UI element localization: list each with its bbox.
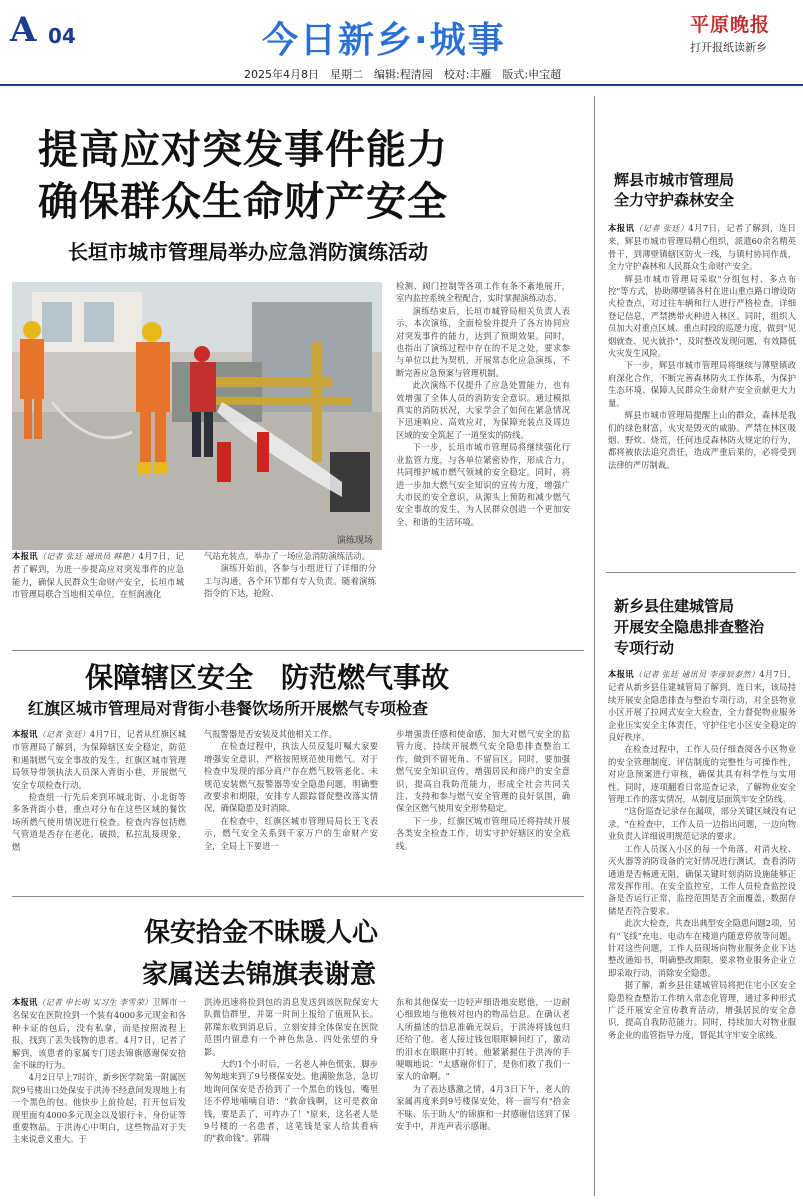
- header-rule: [0, 84, 803, 86]
- sidebar2-p2: 在检查过程中，工作人员仔细查阅各小区物业的安全管理制度、评估制度的完整性与可操作性，对应急预案进行审核，确保其具有科学性与实用性。同时，逐项翻看日常巡查记录，了解物业安全管理工作的落实情况，从制度层面筑牢安全防线。: [608, 744, 796, 805]
- byline-lead: 本报讯: [12, 997, 38, 1007]
- article2-col1-text: 4月7日，记者从红旗区城市管理局了解到，为保障辖区安全稳定，防范和遏制燃气安全事故的发生，红旗区城市管理局领导带领执法人员深入背街小巷，开展燃气安全专项检查行动。: [12, 729, 186, 790]
- section-letter: A: [10, 10, 35, 50]
- divider: [12, 650, 584, 651]
- divider: [606, 572, 796, 573]
- sidebar1-p1: 4月7日，记者了解到，连日来，辉县市城市管理局精心组织，派遣60余名精英骨干，到薄壁镇辖区防火一线，与镇村协同作战，全力守护森林和人民群众生命财产安全。: [608, 223, 796, 272]
- sidebar1-body: [608, 222, 796, 552]
- article2-col3: [396, 728, 570, 892]
- article1-col3-p2: 演练结束后，长垣市城管局相关负责人表示，本次演练，全面检验并提升了各方协同应对突发事件的能力，达到了预期效果。同时，也指出了演练过程中存在的不足之处，要求参与单位以此为契机，开展常态化应急演练，不断完善应急预案与管理机制。: [396, 305, 570, 378]
- sidebar2-body: [608, 668, 796, 1196]
- page-number: 04: [48, 24, 76, 48]
- byline-reporter: （记者 张廷）: [634, 224, 689, 233]
- article1-subheadline: 长垣市城市管理局举办应急消防演练活动: [68, 240, 428, 264]
- sidebar1-headline-1: 辉县市城市管理局: [614, 171, 735, 189]
- byline-lead: 本报讯: [608, 223, 635, 233]
- article3-col2: [204, 996, 378, 1196]
- article2-col2-p1: 气报警器是否安装及其他相关工作。: [204, 729, 337, 739]
- sidebar1-p3: 下一步，辉县市城市管理局将继续与薄壁镇政府深化合作，不断完善森林防火工作体系，为保护生态环境、保障人民群众生命财产安全贡献更大力量。: [608, 360, 796, 408]
- article2-col1: [12, 728, 186, 892]
- article2-col3-p2: 下一步，红旗区城市管理局还将持续开展各类安全检查工作，切实守护好辖区的安全底线。: [396, 815, 570, 851]
- article1-col3: [396, 280, 570, 646]
- byline-reporter: （记者 张廷 通讯员 李彦辰泰然）: [633, 670, 760, 679]
- sidebar2-p3: "这份巡查记录存在漏项，部分关键区域没有记录。"在检查中，工作人员一边指出问题，一边向物业负责人详细说明规范记录的要求。: [608, 806, 796, 842]
- column-separator: [594, 96, 595, 1196]
- article3-col3-p2: 为了表达感激之情，4月3日下午，老人的家属再度来到9号楼保安处，将一面写有"拾金不昧、乐于助人"的锦旗和一封感谢信送到了保安手中，并连声表示感谢。: [396, 1083, 570, 1132]
- article2-col3-p1: 步增强责任感和使命感，加大对燃气安全的监管力度，持续开展燃气安全隐患排查整治工作，做到不留死角、不留盲区。同时，要加强燃气安全知识宣传，增强居民和商户的安全意识，提高自我防范能力，形成全社会共同关注、支持和参与燃气安全管理的良好氛围，确保全区燃气使用安全形势稳定。: [396, 729, 570, 814]
- article3-col3: [396, 996, 570, 1196]
- article3-col1-p2: 4月2日早上7时许，新乡医学院第一附属医院9号楼出口处保安于洪涛不经意间发现地上有一个黑色的包。他快步上前捡起，打开包后发现里面有4000多元现金以及银行卡、身份证等重要物品。于洪涛心中明白，这些物品对于失主来说意义重大。于: [12, 1072, 186, 1145]
- divider: [12, 896, 584, 897]
- article1-col1-text: 4月7日，记者了解到，为进一步提高应对突发事件的应急能力，确保人民群众生命财产安全，长垣市城市管理局联合当地相关单位，在恒润液化: [12, 551, 184, 600]
- article1-col3-p3: 此次演练不仅提升了应急处置能力，也有效增强了全体人员的消防安全意识。通过模拟真实的消防状况，大家学会了如何在紧急情况下迅速响应、高效应对，为保障充装点及周边区域的安全筑起了一道坚实的防线。: [396, 380, 570, 440]
- article3-col2-p1: 洪涛迅速将捡到包的消息发送到该医院保安大队微信群里，并第一时间上报给了值班队长。郭瑞东收到消息后，立刻安排全体保安在医院范围内留意有一个神色焦急、四处张望的身影。: [204, 997, 378, 1057]
- article1-col2-p1: 气站充装点，举办了一场应急消防演练活动。: [204, 551, 370, 561]
- article2-col2-p3: 在检查中，红旗区城市管理局局长王飞表示，燃气安全关系到千家万户的生命财产安全，全局上下要进一: [204, 815, 378, 851]
- sidebar1-p4: 辉县市城市管理局提醒上山的群众，森林是我们的绿色财富，火灾是毁灭的威胁。严禁在林区吸烟、野炊、烧荒，任何违反森林防火规定的行为，都将被依法追究责任，造成严重后果的，必将受到法律的严厉制裁。: [608, 410, 796, 470]
- byline-reporter: （记者 张廷）: [37, 730, 90, 739]
- sidebar2-headline-3: 专项行动: [614, 639, 675, 657]
- sidebar2-p4: 工作人员深入小区的每一个角落，对消火栓、灭火器等消防设备的完好情况进行测试，查看消防通道是否畅通无阻，确保关键时刻消防设施能够正常发挥作用。在安全监控室，工作人员检查监控设备是否运行正常，监控范围是否全面覆盖，数据存储是否符合要求。: [608, 843, 796, 916]
- article1-col2-p2: 演练开始前，各参与小组进行了详细的分工与沟通，各个环节都有专人负责。随着演练指令的下达，抢险、: [204, 563, 376, 599]
- article1-col3-p1: 检测、阀门控制等各项工作有条不紊地展开，室内监控系统全程配合，实时掌握演练动态。: [396, 281, 570, 304]
- paper-name: 平原晚报: [690, 14, 771, 36]
- article1-col2: [204, 550, 376, 646]
- sidebar1-p2: 辉县市城市管理局采取"分组包村、多点布控"等方式，协助薄壁镇各村在进山重点路口增设防火检查点，对过往车辆和行人进行严格检查，详细登记信息，严禁携带火种进入林区。同时，组织人员加大对重点区域、重点时段的巡逻力度，做到"见烟就查、见火就扑"，及时整改发现问题，有效降低火灾发生风险。: [608, 273, 796, 359]
- photo-caption: 演练现场: [337, 536, 374, 546]
- sidebar1-headline-2: 全力守护森林安全: [614, 191, 735, 209]
- article2-col1-p2: 检查组一行先后来到环城北街、小北街等多条背街小巷，重点对分布在这些区域的餐饮场所燃气使用情况进行检查。检查内容包括燃气管道是否存在老化、破损，私拉乱接现象，燃: [12, 792, 186, 852]
- sidebar2-headline-1: 新乡县住建城管局: [614, 597, 735, 615]
- article1-headline-2: 确保群众生命财产安全: [38, 179, 448, 225]
- article2-headline: 保障辖区安全 防范燃气事故: [85, 661, 450, 694]
- article2-col2-p2: 在检查过程中，执法人员反复叮嘱大家要增强安全意识，严格按照规范使用燃气。对于检查中发现的部分商户存在燃气胶管老化、未规范安装燃气报警器等安全隐患问题，明确整改要求和期限，安排专人跟踪督促整改落实情况，确保隐患及时消除。: [204, 741, 378, 814]
- issue-meta: 2025年4月8日 星期二 编辑:程清园 校对:丰雁 版式:申宝超: [244, 68, 562, 81]
- sidebar2-p1: 4月7日，记者从新乡县住建城管局了解到，连日来，该局持续开展安全隐患排查与整治专项行动，对全县物业小区开展了拉网式安全大检查，全力督促物业服务企业压实安全主体责任，守护住宅小区安全稳定的良好秩序。: [608, 669, 796, 743]
- drill-scene-image: [12, 282, 382, 550]
- article3-col1-text: 卫辉市一名保安在医院捡到一个装有4000多元现金和各种卡证的包后，没有私拿，而是按照流程上报，找到了丢失钱物的患者。4月7日，记者了解到，该患者的家属专门送去锦旗感谢保安拾金不昧的行为。: [12, 997, 186, 1071]
- article3-col3-p1: 东和其他保安一边轻声细语地安慰他，一边耐心细致地与他核对包内的物品信息。在确认老人所描述的信息准确无误后，于洪涛将钱包归还给了他。老人接过钱包眼眶瞬间红了，激动的泪水在眼眶中打转。他紧紧握住于洪涛的手哽咽地说："太感谢你们了，是你们救了我们一家人的命啊。": [396, 997, 570, 1082]
- byline-reporter: （记者 张廷 通讯员 韩艳）: [37, 552, 139, 561]
- byline-lead: 本报讯: [12, 551, 38, 561]
- sidebar2-p5: 此次大检查，共查出典型安全隐患问题2项，另有"飞线"充电、电动车在楼道内随意停放等问题。针对这些问题，工作人员现场向物业服务企业下达整改通知书，明确整改期限，要求物业服务企业立即采取行动，消除安全隐患。: [608, 918, 796, 978]
- article3-col1: [12, 996, 186, 1196]
- sidebar2-p6: 据了解，新乡县住建城管局将把住宅小区安全隐患检查整治工作纳入常态化管理，通过多种形式广泛开展安全宣传教育活动，增强居民的安全意识，提高自我防范能力。同时，持续加大对物业服务企业的监管指导力度，督促其守牢安全底线。: [608, 980, 796, 1040]
- article1-headline-1: 提高应对突发事件能力: [38, 127, 448, 173]
- byline-lead: 本报讯: [12, 729, 38, 739]
- section-title: 今日新乡·城事: [262, 20, 506, 61]
- article2-subheadline: 红旗区城市管理局对背街小巷餐饮场所开展燃气专项检查: [28, 699, 429, 718]
- paper-slogan: 打开报纸读新乡: [690, 41, 767, 54]
- article1-col3-p4: 下一步，长垣市城市管理局将继续强化行业监管力度，与各单位紧密协作，形成合力，共同维护城市燃气领域的安全稳定。同时，将进一步加大燃气安全知识的宣传力度，增强广大市民的安全意识，从源头上预防和减少燃气安全事故的发生，为人民群众创造一个更加安全、和谐的生活环境。: [396, 442, 570, 527]
- article3-col2-p2: 大约1个小时后，一名老人神色慌张，脚步匆匆地来到了9号楼保安处。他满脸焦急，急切地询问保安是否拾到了一个黑色的钱包，嘴里还不停地喃喃自语："救命钱啊，这可是救命钱，要是丢了，可咋办了！"原来，这名老人是9号楼的一名患者，这笔钱是家人给其看病的"救命钱"。郭瑞: [204, 1059, 378, 1144]
- drill-photo: [12, 282, 382, 550]
- paper-logo: [690, 10, 798, 60]
- byline-lead: 本报讯: [608, 669, 634, 679]
- article1-col1: [12, 550, 184, 646]
- article2-col2: [204, 728, 378, 892]
- article3-headline-2: 家属送去锦旗表谢意: [142, 960, 377, 990]
- article3-headline-1: 保安拾金不昧暖人心: [144, 918, 379, 948]
- byline-reporter: （记者 申长明 实习生 李雪荣）: [37, 998, 153, 1007]
- sidebar2-headline-2: 开展安全隐患排查整治: [614, 618, 765, 636]
